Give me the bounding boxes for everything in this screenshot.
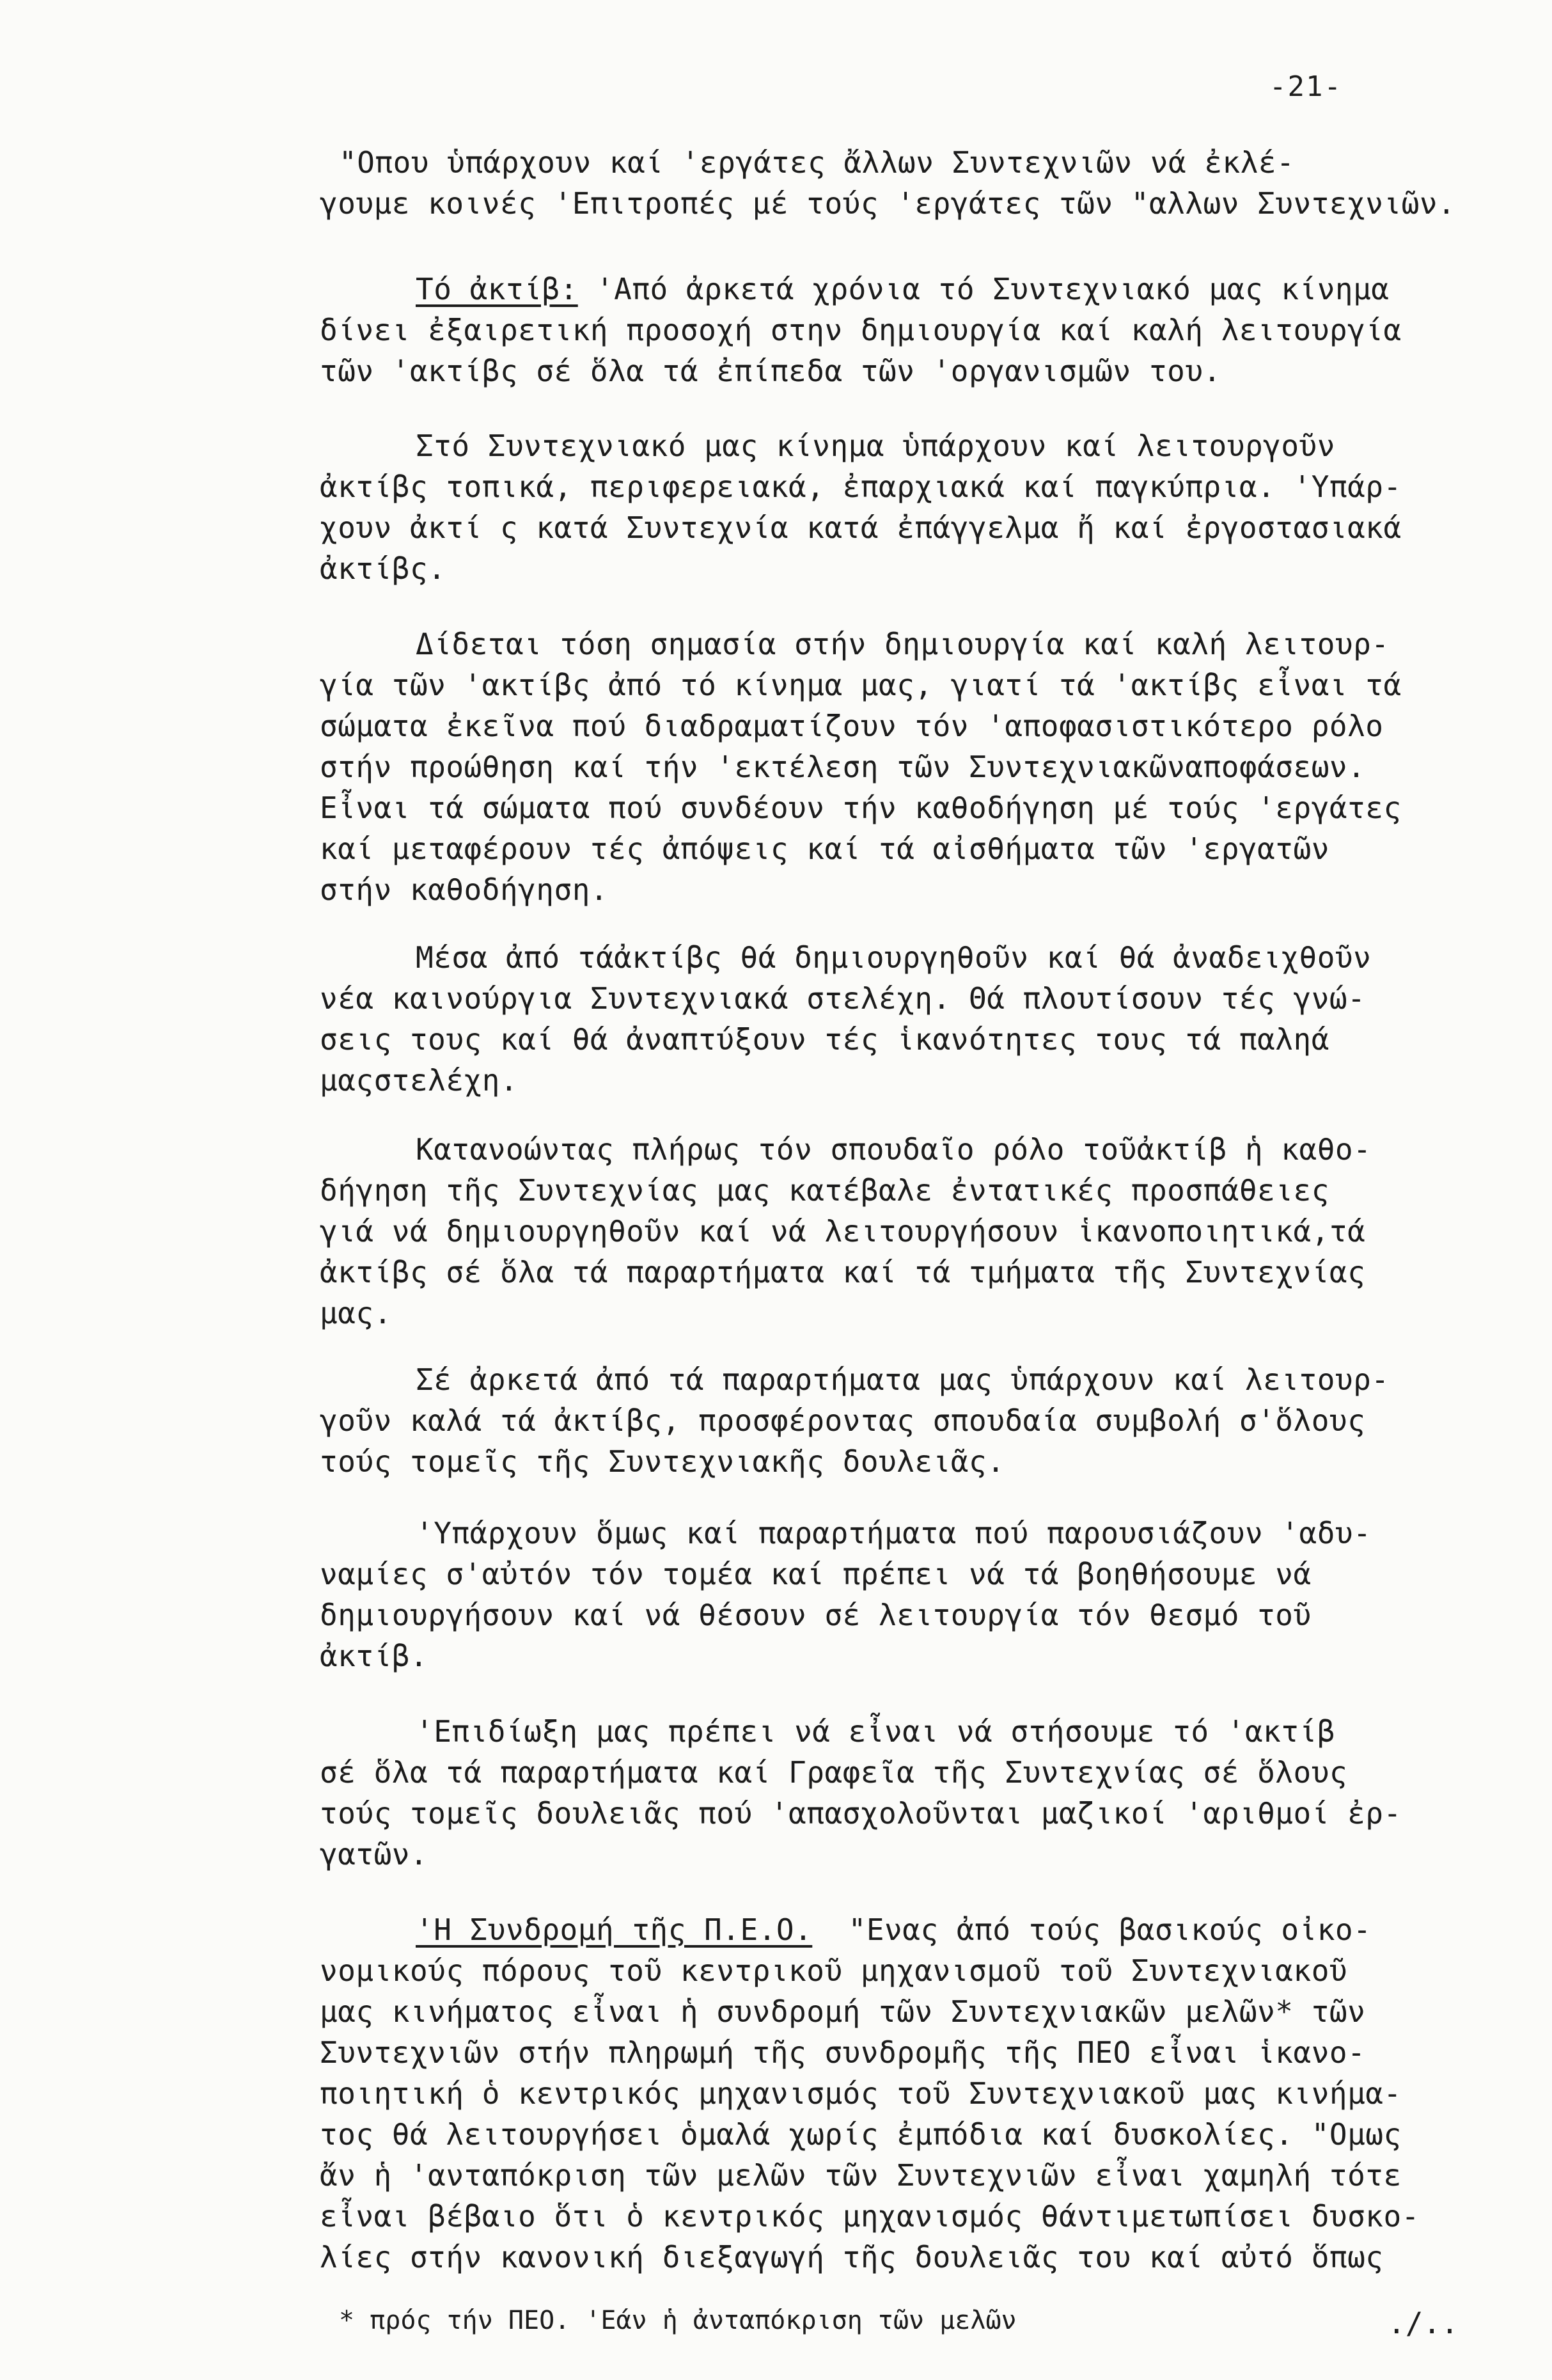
text-line: μας. [320, 1296, 392, 1330]
text-line: ἀκτίβ. [320, 1639, 428, 1673]
continuation-mark: ./.. [1388, 2306, 1459, 2340]
text-line: καί μεταφέρουν τές ἀπόψεις καί τά αἰσθήματα τῶν 'εργατῶν [320, 831, 1329, 866]
text-line: στήν προώθηση καί τήν 'εκτέλεση τῶν Συντεχνιακῶναποφάσεων. [320, 750, 1366, 784]
text-line [320, 269, 1484, 310]
text-line: Σέ ἀρκετά ἀπό τά παραρτήματα μας ὑπάρχουν καί λειτουρ- [416, 1362, 1390, 1397]
text-line: "Οπου ὑπάρχουν καί 'εργάτες ἄλλων Συντεχνιῶν νά ἐκλέ- [339, 145, 1295, 180]
text-line: τῶν 'ακτίβς σέ ὅλα τά ἐπίπεδα τῶν 'οργανισμῶν του. [320, 354, 1221, 388]
text-line: 'Υπάρχουν ὅμως καί παραρτήματα πού παρουσιάζουν 'αδυ- [416, 1516, 1372, 1550]
text-line: δήγηση τῆς Συντεχνίας μας κατέβαλε ἐντατικές προσπάθειες [320, 1173, 1329, 1208]
page-number: -21- [1269, 70, 1342, 103]
text-line: μαςστελέχη. [320, 1063, 519, 1098]
text-line: ἀκτίβς. [320, 551, 446, 586]
text-line: τος θά λειτουργήσει ὁμαλά χωρίς ἐμπόδια καί δυσκολίες. "Ομως [320, 2117, 1402, 2152]
text-line: Εἶναι τά σώματα πού συνδέουν τήν καθοδήγηση μέ τούς 'εργάτες [320, 791, 1402, 825]
paragraph [320, 624, 1484, 910]
text-line: σεις τους καί θά ἀναπτύξουν τές ἱκανότητες τους τά παληά [320, 1022, 1329, 1057]
text-line: γουμε κοινές 'Επιτροπές μέ τούς 'εργάτες τῶν "αλλων Συντεχνιῶν. [320, 186, 1456, 221]
text-fragment: 'Από ἀρκετά χρόνια τό Συντεχνιακό μας κίνημα [595, 272, 1390, 306]
paragraph [320, 425, 1484, 589]
text-line: σέ ὅλα τά παραρτήματα καί Γραφεῖα τῆς Συντεχνίας σέ ὅλους [320, 1755, 1348, 1790]
text-fragment: "Ενας ἀπό τούς βασικούς οἰκο- [848, 1912, 1372, 1947]
text-line [320, 1909, 1484, 1950]
text-line: σώματα ἐκεῖνα πού διαδραματίζουν τόν 'αποφασιστικότερο ρόλο [320, 709, 1384, 743]
text-line: γία τῶν 'ακτίβς ἀπό τό κίνημα μας, γιατί τά 'ακτίβς εἶναι τά [320, 668, 1402, 702]
text-line: Δίδεται τόση σημασία στήν δημιουργία καί καλή λειτουρ- [416, 627, 1390, 661]
text-line: ναμίες σ'αὐτόν τόν τομέα καί πρέπει νά τά βοηθήσουμε νά [320, 1557, 1312, 1591]
text-line: χουν ἀκτί ς κατά Συντεχνία κατά ἐπάγγελμα ἤ καί ἐργοστασιακά [320, 510, 1402, 545]
text-line: στήν καθοδήγηση. [320, 872, 609, 907]
paragraph-aktiv [320, 269, 1484, 391]
text-line: ἄν ἡ 'ανταπόκριση τῶν μελῶν τῶν Συντεχνιῶν εἶναι χαμηλή τότε [320, 2158, 1402, 2193]
text-line: δίνει ἐξαιρετική προσοχή στην δημιουργία καί καλή λειτουργία [320, 313, 1402, 347]
paragraph [320, 1711, 1484, 1875]
text-line: Στό Συντεχνιακό μας κίνημα ὑπάρχουν καί λειτουργοῦν [416, 429, 1335, 463]
text-line: Μέσα ἀπό τάἀκτίβς θά δημιουργηθοῦν καί θά ἀναδειχθοῦν [416, 940, 1372, 975]
text-line: λίες στήν κανονική διεξαγωγή τῆς δουλειᾶς του καί αὐτό ὅπως [320, 2240, 1384, 2274]
text-line: ἀκτίβς σέ ὅλα τά παραρτήματα καί τά τμήματα τῆς Συντεχνίας [320, 1255, 1366, 1289]
paragraph-intro [320, 142, 1484, 224]
text-line: Κατανοώντας πλήρως τόν σπουδαῖο ρόλο τοῦἀκτίβ ἡ καθο- [416, 1132, 1372, 1167]
text-line: τούς τομεῖς δουλειᾶς πού 'απασχολοῦνται μαζικοί 'αριθμοί ἐρ- [320, 1796, 1402, 1831]
text-line: νέα καινούργια Συντεχνιακά στελέχη. Θά πλουτίσουν τές γνώ- [320, 981, 1366, 1016]
text-line: ποιητική ὁ κεντρικός μηχανισμός τοῦ Συντεχνιακοῦ μας κινήμα- [320, 2076, 1402, 2111]
paragraph [320, 1129, 1484, 1334]
text-line: γατῶν. [320, 1837, 428, 1872]
text-line: ἀκτίβς τοπικά, περιφερειακά, ἐπαρχιακά καί παγκύπρια. 'Υπάρ- [320, 469, 1402, 504]
footnote: * πρός τήν ΠΕΟ. 'Εάν ἡ ἀνταπόκριση τῶν μελῶν [339, 2306, 1017, 2335]
paragraph-peo-subscription [320, 1909, 1484, 2278]
text-line: εἶναι βέβαιο ὅτι ὁ κεντρικός μηχανισμός θάντιμετωπίσει δυσκο- [320, 2199, 1420, 2234]
text-line: νομικούς πόρους τοῦ κεντρικοῦ μηχανισμοῦ τοῦ Συντεχνιακοῦ [320, 1953, 1348, 1988]
text-line: γιά νά δημιουργηθοῦν καί νά λειτουργήσουν ἱκανοποιητικά,τά [320, 1214, 1366, 1249]
text-line: τούς τομεῖς τῆς Συντεχνιακῆς δουλειᾶς. [320, 1444, 1005, 1479]
text-line: μας κινήματος εἶναι ἡ συνδρομή τῶν Συντεχνιακῶν μελῶν* τῶν [320, 1994, 1366, 2029]
section-heading-aktiv: Τό ἀκτίβ: [416, 272, 578, 306]
paragraph [320, 1359, 1484, 1482]
text-line: Συντεχνιῶν στήν πληρωμή τῆς συνδρομῆς τῆς ΠΕΟ εἶναι ἱκανο- [320, 2035, 1366, 2070]
text-line: γοῦν καλά τά ἀκτίβς, προσφέροντας σπουδαία συμβολή σ'ὅλους [320, 1403, 1366, 1438]
text-line: 'Επιδίωξη μας πρέπει νά εἶναι νά στήσουμε τό 'ακτίβ [416, 1714, 1335, 1749]
section-heading-peo: 'Η Συνδρομή τῆς Π.Ε.Ο. [416, 1912, 813, 1947]
paragraph [320, 937, 1484, 1101]
text-line: δημιουργήσουν καί νά θέσουν σέ λειτουργία τόν θεσμό τοῦ [320, 1598, 1312, 1632]
paragraph [320, 1513, 1484, 1676]
